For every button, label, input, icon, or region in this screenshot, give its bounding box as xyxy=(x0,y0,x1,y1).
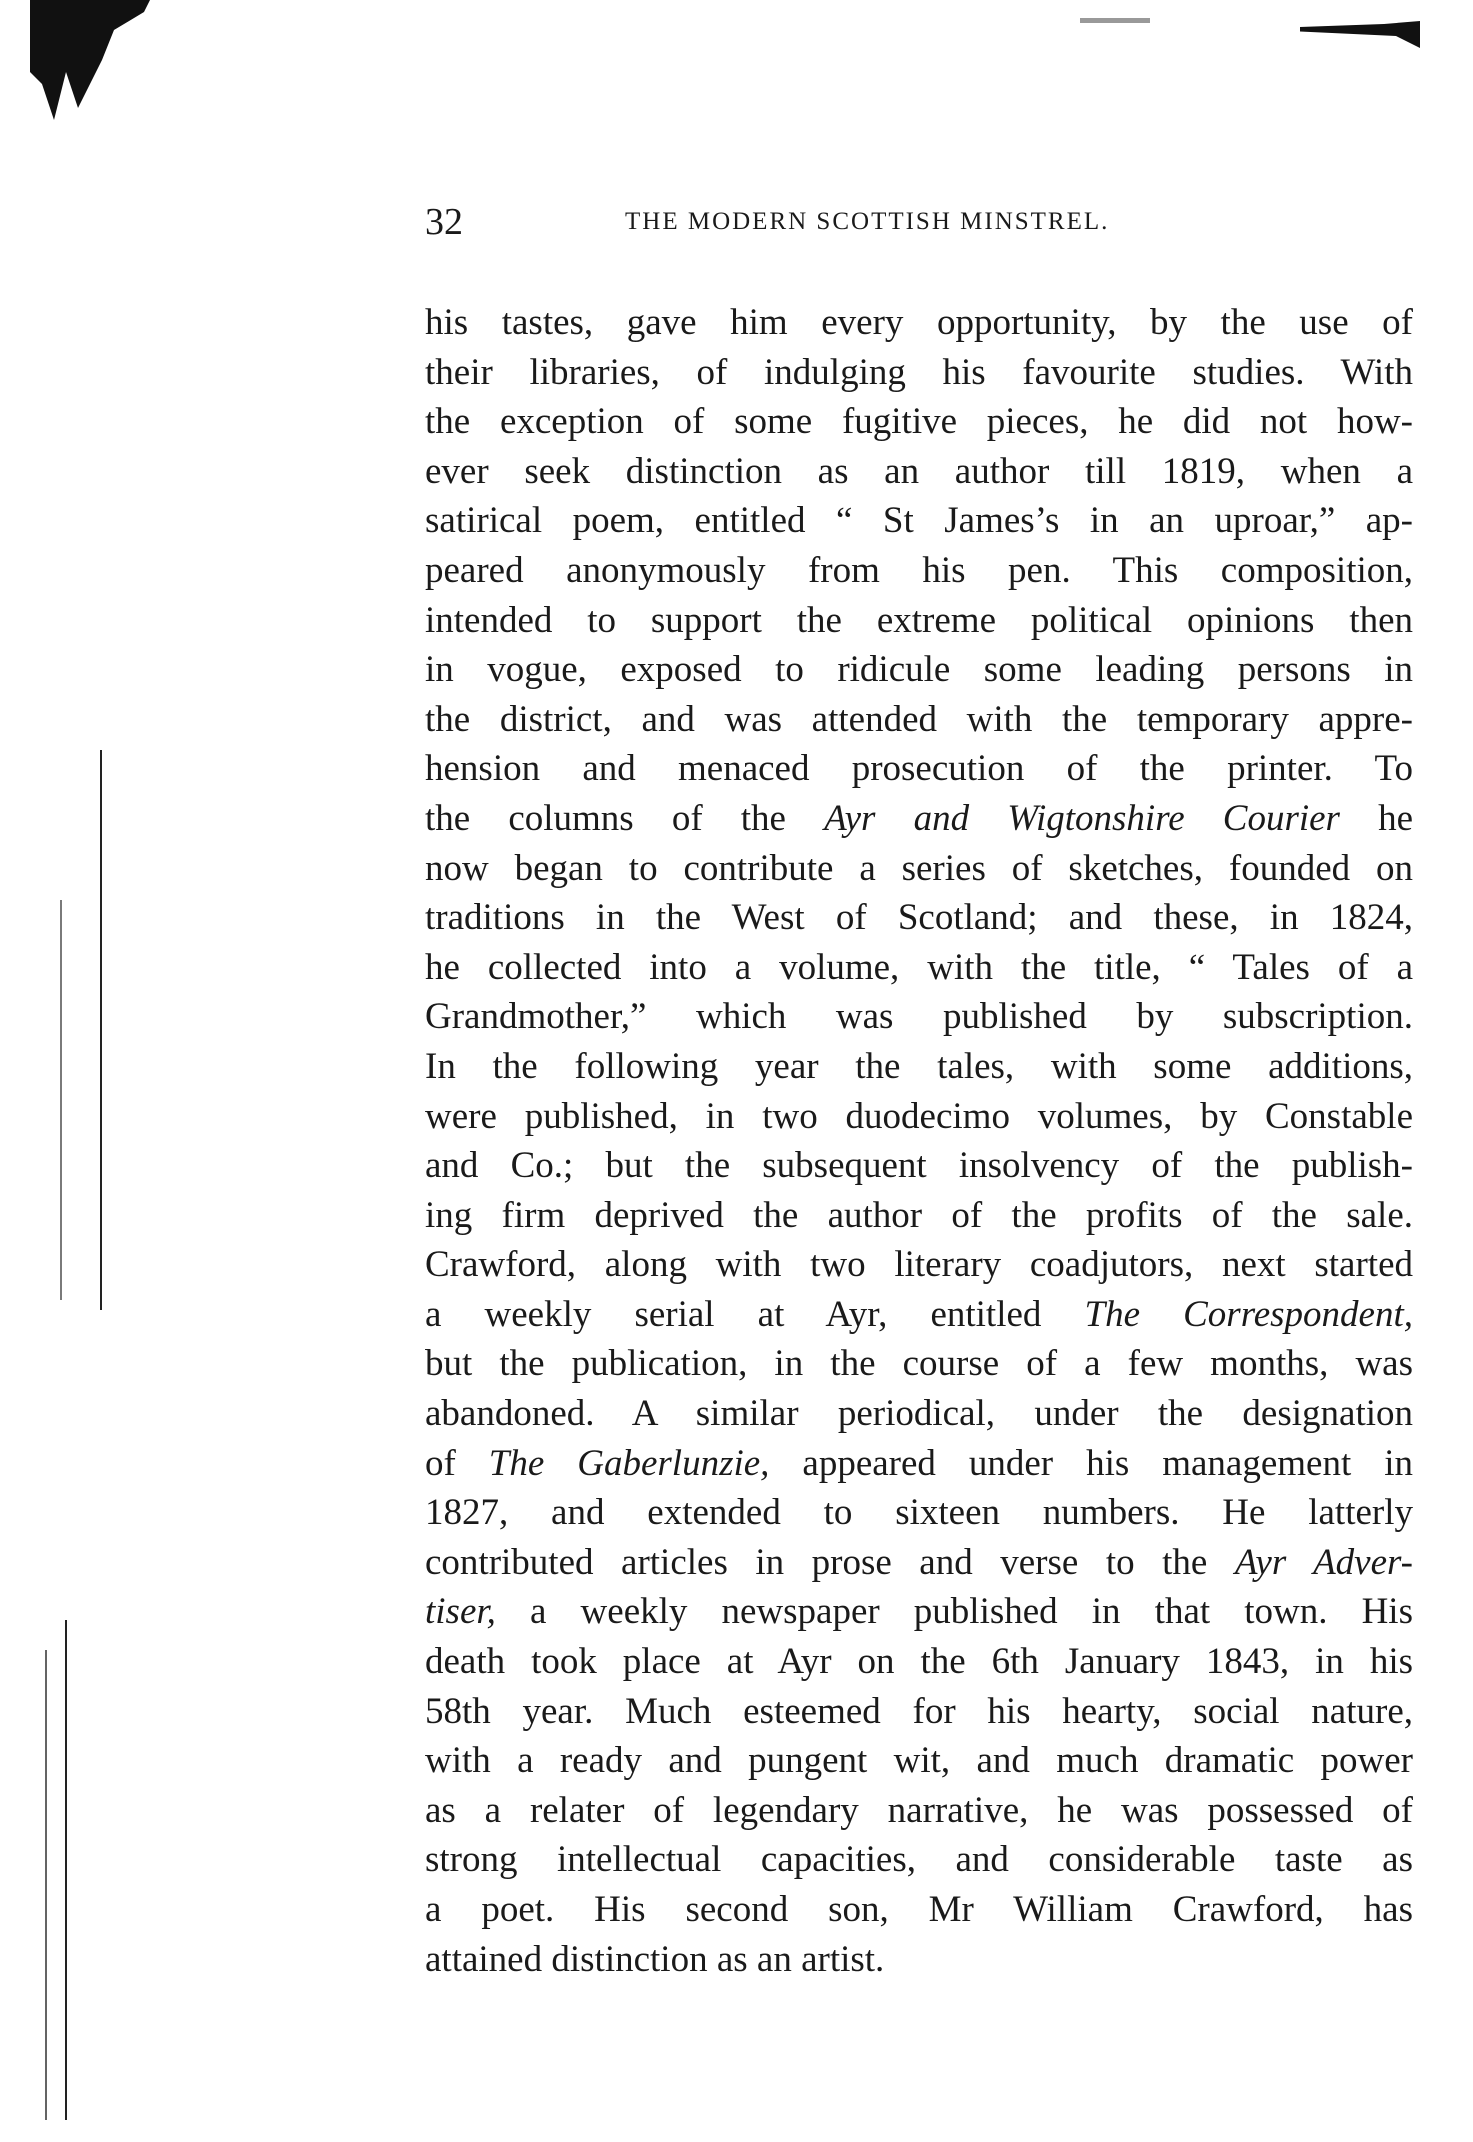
scan-edge-line xyxy=(45,1650,47,2120)
body-paragraph xyxy=(425,298,1413,1984)
text-run: appeared under his management in xyxy=(769,1442,1413,1484)
text-run: ever seek distinction as an author till 1819, when a xyxy=(425,450,1413,492)
text-line xyxy=(425,1736,1413,1786)
text-run: he collected into a volume, with the title, “ Tales of a xyxy=(425,946,1413,988)
text-line xyxy=(425,1141,1413,1191)
text-run: the columns of the xyxy=(425,797,825,839)
scan-edge-line xyxy=(100,750,102,1310)
text-line xyxy=(425,893,1413,943)
text-run: death took place at Ayr on the 6th January 1843, in his xyxy=(425,1641,1413,1683)
text-line xyxy=(425,397,1413,447)
page-number: 32 xyxy=(425,201,463,243)
text-line xyxy=(425,1290,1413,1340)
text-line xyxy=(425,1935,1413,1985)
text-line xyxy=(425,1538,1413,1588)
text-line xyxy=(425,1339,1413,1389)
page-header xyxy=(425,200,1275,246)
text-line xyxy=(425,744,1413,794)
text-run: as a relater of legendary narrative, he was possessed of xyxy=(425,1789,1413,1831)
text-line xyxy=(425,1092,1413,1142)
text-run: abandoned. A similar periodical, under the designation xyxy=(425,1393,1413,1435)
text-run: the district, and was attended with the temporary appre- xyxy=(425,698,1413,740)
text-line xyxy=(425,645,1413,695)
text-run: Crawford, along with two literary coadjutors, next started xyxy=(425,1244,1413,1286)
text-line xyxy=(425,695,1413,745)
text-line xyxy=(425,1240,1413,1290)
text-line xyxy=(425,1885,1413,1935)
text-line xyxy=(425,992,1413,1042)
text-line xyxy=(425,943,1413,993)
text-run: he xyxy=(1339,797,1413,839)
text-run: ing firm deprived the author of the profits of the sale. xyxy=(425,1194,1413,1236)
scan-smudge-top-right xyxy=(1300,18,1420,48)
text-line xyxy=(425,1191,1413,1241)
text-run: peared anonymously from his pen. This composition, xyxy=(425,549,1413,591)
text-run: intended to support the extreme political opinions then xyxy=(425,599,1413,641)
text-run: a weekly newspaper published in that town. His xyxy=(495,1591,1413,1633)
text-run: now began to contribute a series of sketches, founded on xyxy=(425,847,1413,889)
text-run: his tastes, gave him every opportunity, by the use of xyxy=(425,302,1413,343)
text-line xyxy=(425,844,1413,894)
text-line xyxy=(425,1786,1413,1836)
text-run: 1827, and extended to sixteen numbers. He latterly xyxy=(425,1492,1413,1534)
text-run: traditions in the West of Scotland; and these, in 1824, xyxy=(425,897,1413,939)
text-run: their libraries, of indulging his favourite studies. With xyxy=(425,351,1413,393)
text-line xyxy=(425,298,1413,348)
text-run: satirical poem, entitled “ St James’s in an uproar,” ap- xyxy=(425,500,1413,542)
text-run: of xyxy=(425,1442,489,1484)
scan-edge-line xyxy=(60,900,62,1300)
italic-title: The Correspondent, xyxy=(1084,1293,1413,1335)
running-head: THE MODERN SCOTTISH MINSTREL. xyxy=(625,208,1110,235)
text-line xyxy=(425,496,1413,546)
text-line xyxy=(425,1042,1413,1092)
text-run: strong intellectual capacities, and considerable taste as xyxy=(425,1839,1413,1881)
text-run: 58th year. Much esteemed for his hearty, social nature, xyxy=(425,1690,1413,1732)
text-line xyxy=(425,1587,1413,1637)
scan-speck xyxy=(1080,18,1150,23)
text-line xyxy=(425,1389,1413,1439)
text-run: and Co.; but the subsequent insolvency of the publish- xyxy=(425,1145,1413,1187)
text-line xyxy=(425,546,1413,596)
text-line xyxy=(425,1439,1413,1489)
text-line xyxy=(425,1835,1413,1885)
text-run: contributed articles in prose and verse to the xyxy=(425,1541,1235,1583)
italic-title: Ayr and Wigtonshire Courier xyxy=(824,797,1340,839)
text-line xyxy=(425,1488,1413,1538)
text-line xyxy=(425,348,1413,398)
text-run: the exception of some fugitive pieces, he did not how- xyxy=(425,401,1413,443)
text-line xyxy=(425,596,1413,646)
text-line xyxy=(425,1687,1413,1737)
text-line xyxy=(425,794,1413,844)
italic-title: tiser, xyxy=(425,1591,496,1633)
italic-title: Ayr Adver- xyxy=(1234,1541,1413,1583)
text-run: a poet. His second son, Mr William Crawford, has xyxy=(425,1889,1413,1930)
scan-edge-line xyxy=(65,1620,67,2120)
text-run: hension and menaced prosecution of the printer. To xyxy=(425,748,1413,790)
scan-smudge-top-left xyxy=(30,0,150,120)
text-run: but the publication, in the course of a few months, was xyxy=(425,1343,1413,1385)
text-line xyxy=(425,1637,1413,1687)
text-run: Grandmother,” which was published by subscription. xyxy=(425,996,1413,1038)
text-run: with a ready and pungent wit, and much dramatic power xyxy=(425,1740,1413,1782)
italic-title: The Gaberlunzie, xyxy=(488,1442,770,1484)
text-run: in vogue, exposed to ridicule some leading persons in xyxy=(425,649,1413,691)
text-run: attained distinction as an artist. xyxy=(425,1938,885,1980)
text-run: a weekly serial at Ayr, entitled xyxy=(425,1293,1085,1335)
text-line xyxy=(425,447,1413,497)
text-run: In the following year the tales, with some additions, xyxy=(425,1045,1413,1087)
text-run: were published, in two duodecimo volumes, by Constable xyxy=(425,1095,1413,1137)
